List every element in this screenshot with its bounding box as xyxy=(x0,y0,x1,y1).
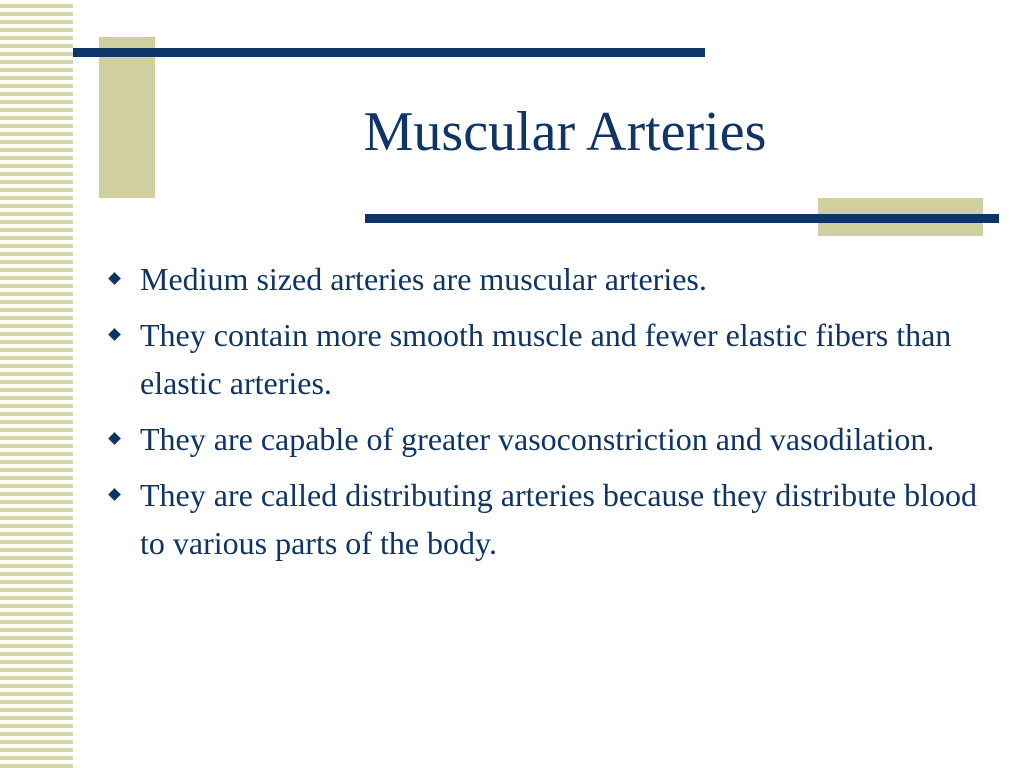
bullet-item xyxy=(106,311,986,407)
bullet-text: They contain more smooth muscle and fewer elastic fibers than elastic arteries. xyxy=(140,317,952,401)
decorative-stripe-band xyxy=(0,0,73,768)
diamond-bullet-icon xyxy=(108,432,121,445)
bullet-text: They are capable of greater vasoconstriction and vasodilation. xyxy=(140,421,935,457)
decorative-title-square xyxy=(99,37,155,198)
bullet-text: Medium sized arteries are muscular arteries. xyxy=(140,261,707,297)
diamond-bullet-icon xyxy=(108,488,121,501)
decorative-bottom-rule xyxy=(365,214,999,223)
slide-title: Muscular Arteries xyxy=(363,101,767,163)
bullet-text: They are called distributing arteries because they distribute blood to various parts of the body. xyxy=(140,477,978,561)
bullet-item xyxy=(106,471,986,567)
bullet-list xyxy=(106,255,986,575)
diamond-bullet-icon xyxy=(108,272,121,285)
decorative-top-rule xyxy=(73,48,705,57)
bullet-item xyxy=(106,415,986,463)
diamond-bullet-icon xyxy=(108,328,121,341)
bullet-item xyxy=(106,255,986,303)
